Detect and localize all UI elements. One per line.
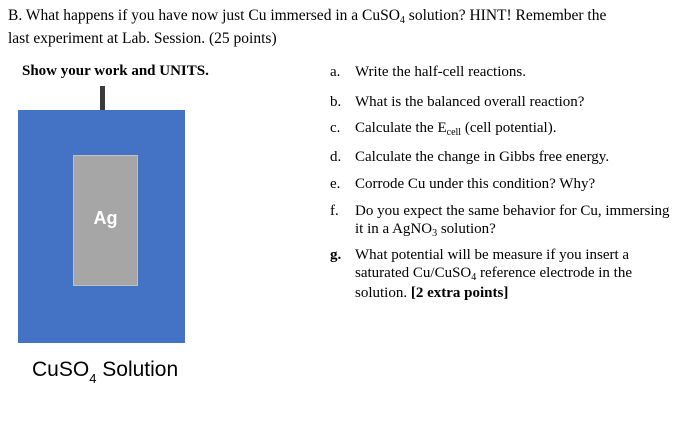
task-a (330, 63, 670, 81)
ion-symbol: Cu (54, 413, 78, 433)
task-e (330, 175, 670, 193)
task-text-sub: cell (446, 127, 462, 138)
question-line1-end: solution? HINT! Remember the (404, 7, 607, 24)
task-text: What potential will be measure if you insert a saturated Cu/CuSO (355, 247, 630, 281)
solution-label (32, 358, 179, 386)
extra-points: [2 extra points] (410, 285, 509, 301)
task-text: Calculate the change in Gibbs free energy. (355, 149, 610, 165)
question-line2: last experiment at Lab. Session. (25 points) (8, 30, 277, 47)
task-text: Write the half-cell reactions. (355, 64, 526, 80)
task-list (330, 63, 670, 302)
task-c (330, 119, 670, 139)
task-marker: f. (330, 203, 339, 219)
task-text: Do you expect the same behavior for Cu, immersing it in a AgNO (355, 203, 670, 237)
solution-sub: 4 (89, 371, 97, 386)
task-text: Calculate the E (355, 120, 447, 136)
task-marker: e. (330, 176, 341, 192)
task-marker: g. (330, 247, 342, 263)
question-text (8, 5, 668, 49)
task-marker: b. (330, 94, 342, 110)
question-line1: B. What happens if you have now just Cu immersed in a CuSO (8, 7, 400, 24)
task-text-end: solution? (437, 221, 496, 237)
task-text: What is the balanced overall reaction? (355, 94, 585, 110)
question-sub1: 4 (399, 15, 405, 26)
solution-end: Solution (96, 358, 179, 381)
ion-concentration-label (54, 413, 151, 434)
electrode-label: Ag (93, 208, 118, 228)
ion-conc: (0.1 M) (88, 413, 151, 433)
solution-main: CuSO (32, 358, 90, 381)
task-b (330, 93, 670, 111)
ion-charge: ++ (77, 413, 89, 424)
task-marker: c. (330, 120, 341, 136)
task-text-sub: 3 (432, 228, 438, 239)
task-d (330, 148, 670, 166)
task-text-sub: 4 (471, 272, 477, 283)
task-text-mid: reference electrode in the solution. (355, 265, 632, 301)
task-f (330, 202, 670, 240)
task-marker: d. (330, 149, 342, 165)
silver-electrode (73, 155, 138, 286)
show-work-instruction: Show your work and UNITS. (22, 63, 209, 79)
task-text-end: (cell potential). (461, 120, 557, 136)
task-text: Corrode Cu under this condition? Why? (355, 176, 596, 192)
task-g (330, 246, 670, 302)
task-marker: a. (330, 64, 341, 80)
